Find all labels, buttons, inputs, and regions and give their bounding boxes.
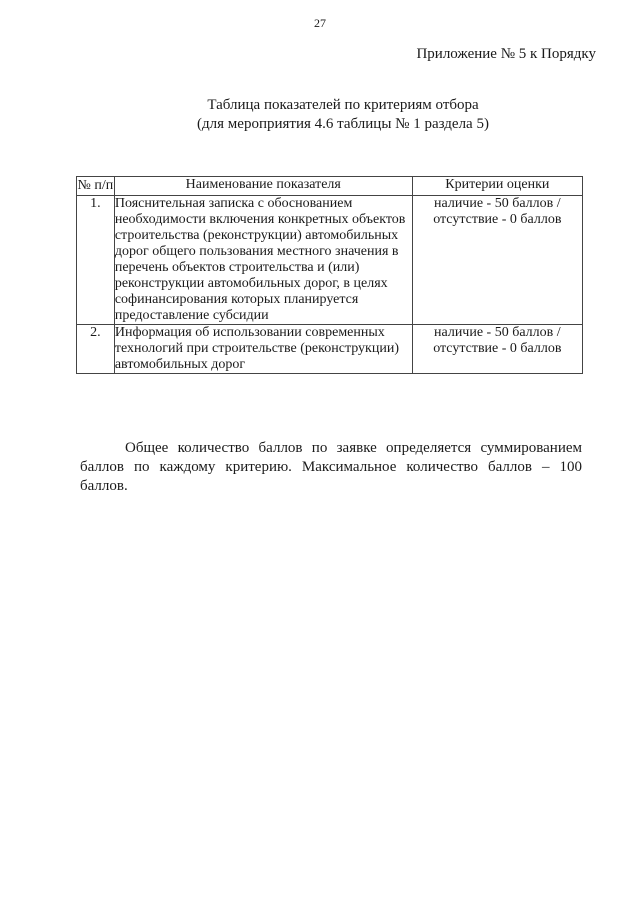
table-row xyxy=(77,196,583,325)
header-criteria: Критерии оценки xyxy=(412,177,582,196)
document-title xyxy=(0,96,640,134)
table-row xyxy=(77,325,583,374)
header-number: № п/п xyxy=(77,177,115,196)
title-line-2: (для мероприятия 4.6 таблицы № 1 раздела 5) xyxy=(197,116,489,132)
row-criteria: наличие - 50 баллов / отсутствие - 0 баллов xyxy=(412,325,582,374)
row-name: Пояснительная записка с обоснованием необходимости включения конкретных объектов строительства (реконструкции) автомобильных дорог общего пользования местного значения в перечень объектов строительства и (или) реконструкции автомобильных дорог, в целях софинансирования которых планируется предоставление субсидии xyxy=(114,196,412,325)
row-criteria: наличие - 50 баллов / отсутствие - 0 баллов xyxy=(412,196,582,325)
row-number: 2. xyxy=(77,325,115,374)
row-number: 1. xyxy=(77,196,115,325)
header-name: Наименование показателя xyxy=(114,177,412,196)
title-line-1: Таблица показателей по критериям отбора xyxy=(207,97,479,113)
row-name: Информация об использовании современных технологий при строительстве (реконструкции) автомобильных дорог xyxy=(114,325,412,374)
criteria-table xyxy=(76,176,583,374)
page-number: 27 xyxy=(314,16,326,30)
appendix-label: Приложение № 5 к Порядку xyxy=(416,46,596,62)
table-header-row xyxy=(77,177,583,196)
summary-paragraph: Общее количество баллов по заявке определяется суммированием баллов по каждому критерию. Максимальное количество баллов – 100 баллов. xyxy=(80,440,582,494)
